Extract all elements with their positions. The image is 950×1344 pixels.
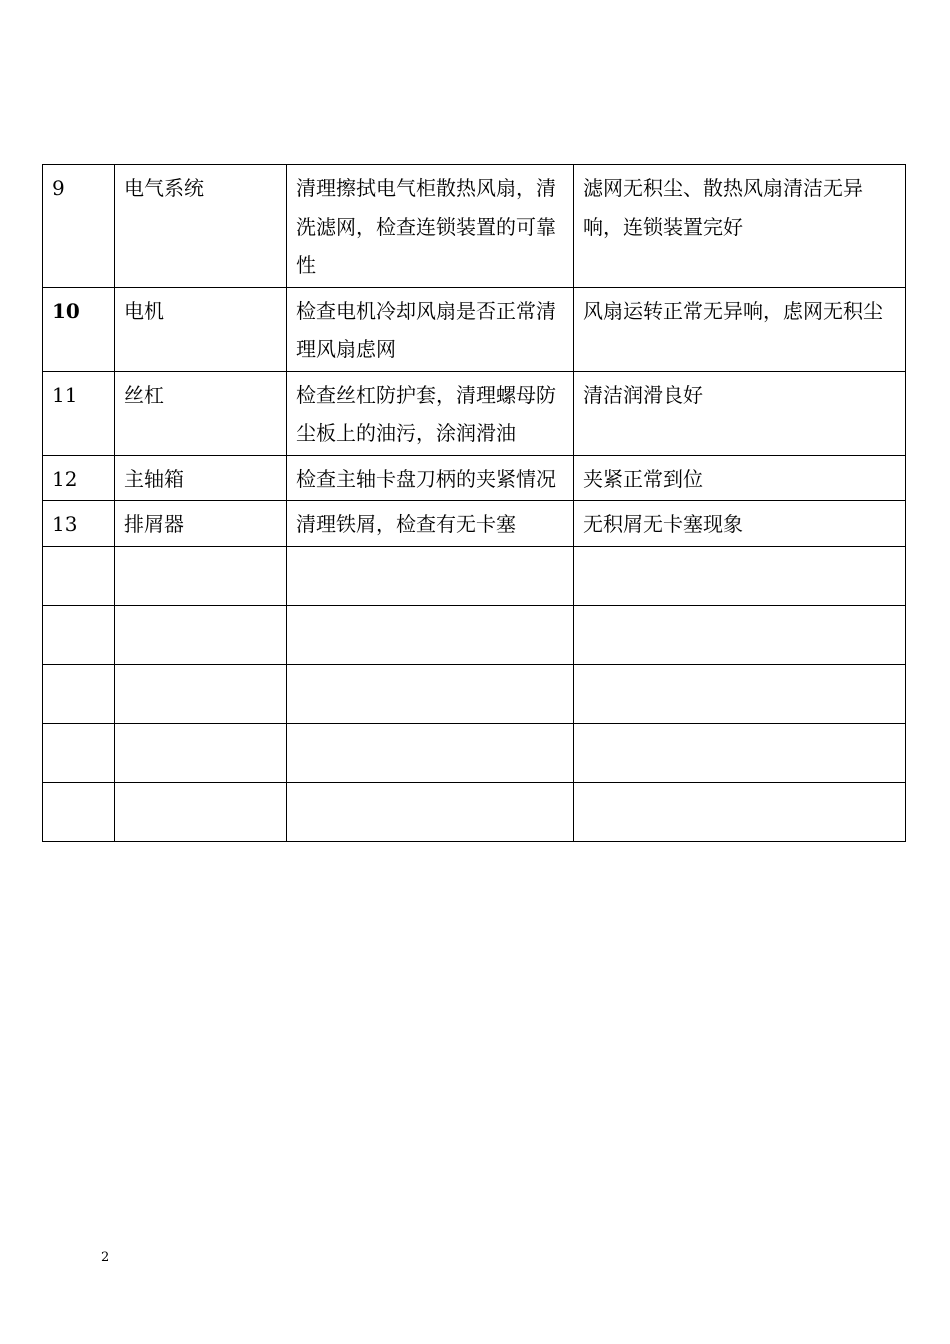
empty-cell [287, 605, 574, 664]
part-cell: 电机 [115, 287, 287, 371]
empty-table-row [43, 546, 906, 605]
standard-cell: 清洁润滑良好 [574, 371, 906, 455]
empty-cell [43, 664, 115, 723]
empty-table-row [43, 605, 906, 664]
content-cell: 清理铁屑，检查有无卡塞 [287, 501, 574, 547]
table-row [43, 371, 906, 455]
part-cell: 主轴箱 [115, 455, 287, 501]
row-number-cell: 12 [43, 455, 115, 501]
empty-cell [574, 664, 906, 723]
part-cell: 电气系统 [115, 165, 287, 288]
table-row [43, 501, 906, 547]
content-cell: 检查电机冷却风扇是否正常清理风扇虑网 [287, 287, 574, 371]
table-row [43, 287, 906, 371]
standard-cell: 滤网无积尘、散热风扇清洁无异响，连锁装置完好 [574, 165, 906, 288]
empty-table-row [43, 664, 906, 723]
empty-cell [574, 546, 906, 605]
empty-cell [43, 546, 115, 605]
part-cell: 丝杠 [115, 371, 287, 455]
content-cell: 清理擦拭电气柜散热风扇，清洗滤网，检查连锁装置的可靠性 [287, 165, 574, 288]
standard-cell: 风扇运转正常无异响，虑网无积尘 [574, 287, 906, 371]
empty-cell [115, 782, 287, 841]
empty-table-row [43, 782, 906, 841]
row-number-cell: 10 [43, 287, 115, 371]
part-cell: 排屑器 [115, 501, 287, 547]
standard-cell: 无积屑无卡塞现象 [574, 501, 906, 547]
row-number-cell: 13 [43, 501, 115, 547]
empty-cell [287, 723, 574, 782]
empty-cell [574, 605, 906, 664]
empty-cell [287, 782, 574, 841]
empty-cell [115, 546, 287, 605]
empty-cell [287, 664, 574, 723]
empty-cell [43, 723, 115, 782]
content-cell: 检查丝杠防护套，清理螺母防尘板上的油污，涂润滑油 [287, 371, 574, 455]
standard-cell: 夹紧正常到位 [574, 455, 906, 501]
empty-cell [574, 782, 906, 841]
row-number-cell: 11 [43, 371, 115, 455]
empty-cell [115, 605, 287, 664]
table-row [43, 455, 906, 501]
empty-table-row [43, 723, 906, 782]
empty-cell [115, 723, 287, 782]
row-number-cell: 9 [43, 165, 115, 288]
empty-cell [115, 664, 287, 723]
empty-cell [43, 782, 115, 841]
table-row [43, 165, 906, 288]
content-cell: 检查主轴卡盘刀柄的夹紧情况 [287, 455, 574, 501]
page-number: 2 [101, 1250, 110, 1265]
empty-cell [43, 605, 115, 664]
empty-cell [287, 546, 574, 605]
empty-cell [574, 723, 906, 782]
maintenance-table [42, 164, 906, 842]
